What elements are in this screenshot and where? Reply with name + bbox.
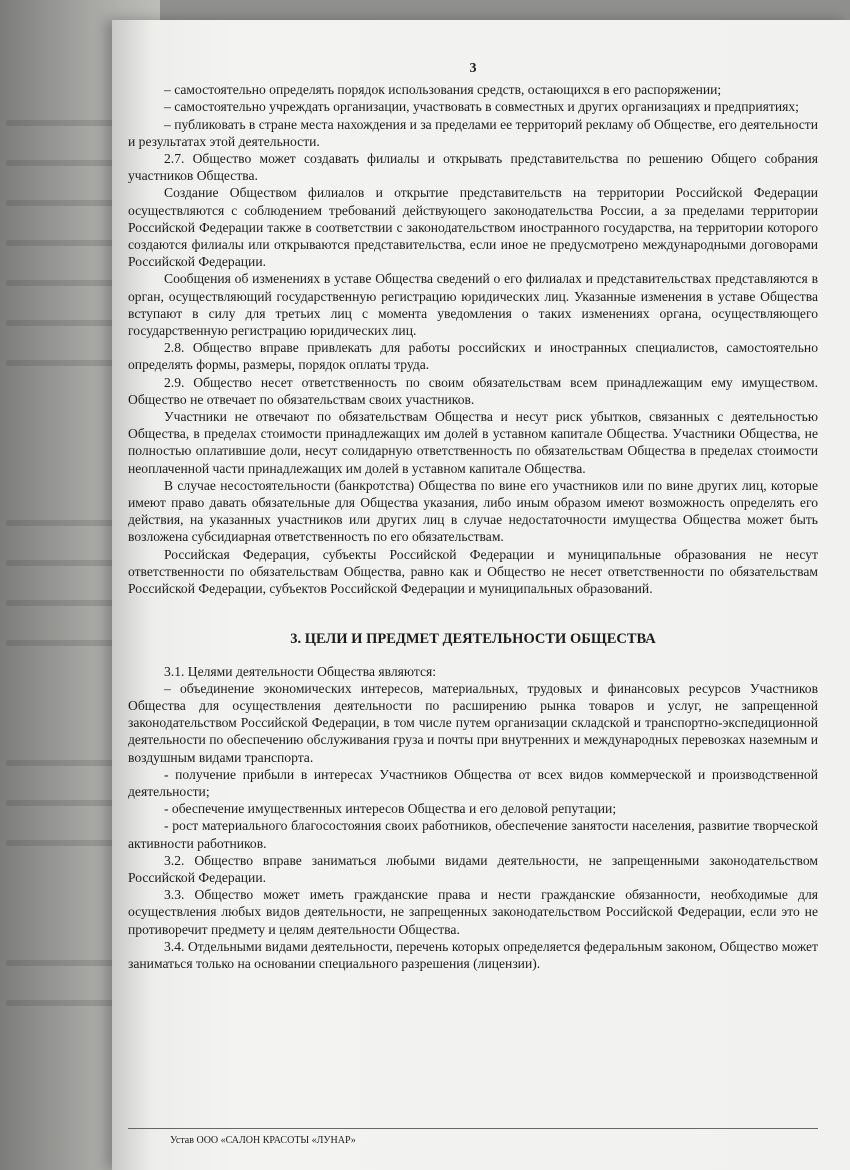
ghost-line bbox=[6, 600, 126, 606]
ghost-line bbox=[6, 280, 126, 286]
paragraph: 3.3. Общество может иметь гражданские права и нести гражданские обязанности, необходимые для осуществления любых видов деятельности, не запрещенных законодательством Российской Федерации, если это не противоречит предмету и целям деятельности Общества. bbox=[128, 887, 818, 937]
paragraph: – объединение экономических интересов, материальных, трудовых и финансовых ресурсов Участников Общества для осуществления деятельности по расширению рынка товаров и услуг, не запрещенной законодательством Российской Федерации, в том числе путем организации складской и транспортно-экспедиционной деятельности по обеспечению обслуживания груза и почты при внутренних и международных перевозках наземным и воздушным видами транспорта. bbox=[128, 680, 818, 765]
paragraph: 2.9. Общество несет ответственность по своим обязательствам всем принадлежащим ему имуществом. Общество не отвечает по обязательствам своих участников. bbox=[128, 374, 818, 407]
paragraph: Сообщения об изменениях в уставе Общества сведений о его филиалах и представительствах представляются в орган, осуществляющий государственную регистрацию юридических лиц. Указанные изменения в уставе Общества вступают в силу для третьих лиц с момента уведомления о таких изменениях органа, осуществляющего государственную регистрацию юридических лиц. bbox=[128, 271, 818, 339]
paragraph: 3.2. Общество вправе заниматься любыми видами деятельности, не запрещенными законодательством Российской Федерации. bbox=[128, 852, 818, 885]
paragraph: - получение прибыли в интересах Участников Общества от всех видов коммерческой и производственной деятельности; bbox=[128, 766, 818, 799]
paragraph: 3.4. Отдельными видами деятельности, перечень которых определяется федеральным законом, Общество может заниматься только на основании специального разрешения (лицензии). bbox=[128, 938, 818, 971]
ghost-line bbox=[6, 760, 126, 766]
paragraph: В случае несостоятельности (банкротства) Общества по вине его участников или по вине других лиц, которые имеют право давать обязательные для Общества указания, либо иным образом имеют возможность определять его действия, на указанных участников или других лиц в случае недостаточности имущества Общества может быть возложена субсидиарная ответственность по его обязательствам. bbox=[128, 477, 818, 545]
ghost-line bbox=[6, 360, 126, 366]
paragraph: Российская Федерация, субъекты Российской Федерации и муниципальные образования не несут ответственности по обязательствам Общества, равно как и Общество не несет ответственности по обязательствам Российской Федерации, субъектов Российской Федерации и муниципальных образований. bbox=[128, 546, 818, 597]
paragraph: Участники не отвечают по обязательствам Общества и несут риск убытков, связанных с деятельностью Общества, в пределах стоимости принадлежащих им долей в уставном капитале Общества. Участники Общества, не полностью оплатившие доли, несут солидарную ответственность по обязательствам Общества в пределах стоимости неоплаченной части принадлежащих им долей в уставном капитале Общества. bbox=[128, 409, 818, 476]
paragraph: 3.1. Целями деятельности Общества являются: bbox=[164, 663, 437, 679]
paragraph: Создание Обществом филиалов и открытие представительств на территории Российской Федерации осуществляются с соблюдением требований действующего законодательства России, а за пределами территории Российской Федерации также в соответствии с законодательством иностранного государства, на территории которого создаются филиалы или открываются представительства, если иное не предусмотрено международными договорами Российской Федерации. bbox=[128, 185, 818, 270]
ghost-line bbox=[6, 640, 126, 646]
footer-text: Устав ООО «САЛОН КРАСОТЫ «ЛУНАР» bbox=[170, 1135, 356, 1146]
document-body bbox=[128, 60, 818, 1120]
paragraph: – самостоятельно учреждать организации, участвовать в совместных и других организациях и предприятиях; bbox=[164, 99, 799, 115]
ghost-line bbox=[6, 960, 126, 966]
section-title: 3. ЦЕЛИ И ПРЕДМЕТ ДЕЯТЕЛЬНОСТИ ОБЩЕСТВА bbox=[290, 631, 656, 648]
paragraph: 2.8. Общество вправе привлекать для работы российских и иностранных специалистов, самостоятельно определять формы, размеры, порядок оплаты труда. bbox=[128, 340, 818, 373]
ghost-line bbox=[6, 200, 126, 206]
ghost-line bbox=[6, 560, 126, 566]
page-footer bbox=[128, 1128, 818, 1147]
section-2-continuation bbox=[128, 81, 818, 597]
paragraph: - обеспечение имущественных интересов Общества и его деловой репутации; bbox=[164, 801, 617, 817]
ghost-line bbox=[6, 840, 126, 846]
ghost-line bbox=[6, 800, 126, 806]
ghost-line bbox=[6, 1000, 126, 1006]
paragraph: - рост материального благосостояния своих работников, обеспечение занятости населения, развитие творческой активности работников. bbox=[128, 818, 818, 851]
ghost-line bbox=[6, 520, 126, 526]
ghost-line bbox=[6, 320, 126, 326]
paragraph: 2.7. Общество может создавать филиалы и открывать представительства по решению Общего собрания участников Общества. bbox=[128, 151, 818, 184]
paragraph: – самостоятельно определять порядок использования средств, остающихся в его распоряжении; bbox=[164, 82, 722, 98]
paragraph: – публиковать в стране места нахождения и за пределами ее территорий рекламу об Обществе, его деятельности и результатах этой деятельности. bbox=[128, 116, 818, 149]
ghost-line bbox=[6, 240, 126, 246]
section-3-body bbox=[128, 663, 818, 973]
ghost-line bbox=[6, 120, 126, 126]
ghost-line bbox=[6, 160, 126, 166]
page-number: 3 bbox=[469, 61, 477, 76]
